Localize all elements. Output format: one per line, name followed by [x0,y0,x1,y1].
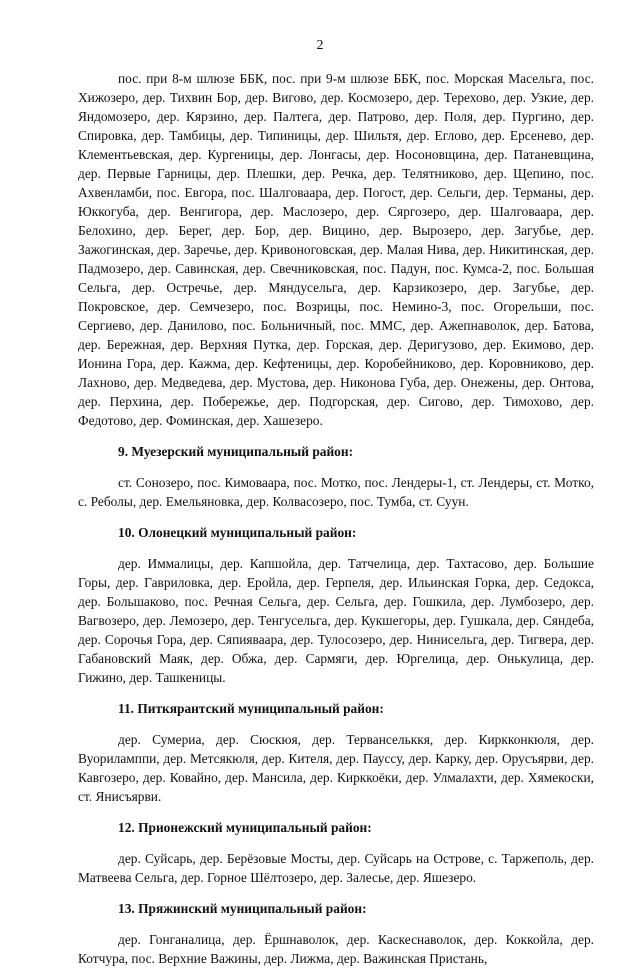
paragraph-pitkyarantsky-settlements: дер. Сумериа, дер. Сюскюя, дер. Тервансельккя, дер. Киркконкюля, дер. Вуориламппи, дер. Метсякюля, дер. Кителя, дер. Пауссу, дер. Карку, дер. Орусъярви, дер. Кавгозеро, дер. Ковайно, дер. Мансила, дер. Кирккоёки, дер. Улмалахти, дер. Хямекоски, ст. Янисъярви. [78,732,594,804]
heading-prionezhsky-district: 12. Прионежский муниципальный район: [118,820,372,835]
paragraph-olonetsky-settlements: дер. Иммалицы, дер. Капшойла, дер. Татчелица, дер. Тахтасово, дер. Большие Горы, дер. Гавриловка, дер. Еройла, дер. Герпеля, дер. Ильинская Горка, дер. Седокса, дер. Большаково, пос. Речная Сельга, дер. Сельга, дер. Гошкила, дер. Лумбозеро, дер. Вагвозеро, дер. Лемозеро, дер. Тенгусельга, дер. Кукшегоры, дер. Гушкала, дер. Сяндеба, дер. Сорочья Гора, дер. Сяпияваара, дер. Тулосозеро, дер. Нинисельга, дер. Тигвера, дер. Габановский Маяк, дер. Обжа, дер. Сармяги, дер. Юргелица, дер. Онькулица, дер. Гижино, дер. Ташкеницы. [78,556,594,685]
paragraph-prionezhsky-settlements: дер. Суйсарь, дер. Берёзовые Мосты, дер. Суйсарь на Острове, с. Таржеполь, дер. Матвеева Сельга, дер. Горное Шёлтозеро, дер. Залесье, дер. Яшезеро. [78,851,594,885]
page-number: 2 [316,38,324,53]
paragraph-muezersky-settlements: ст. Сонозеро, пос. Кимоваара, пос. Мотко, пос. Лендеры-1, ст. Лендеры, ст. Мотко, с. Реболы, дер. Емельяновка, дер. Колвасозеро, пос. Тумба, ст. Суун. [78,475,594,509]
heading-muezersky-district: 9. Муезерский муниципальный район: [118,444,354,459]
heading-pryazhinsky-district: 13. Пряжинский муниципальный район: [118,901,367,916]
document-body [78,69,594,968]
paragraph-pryazhinsky-settlements: дер. Гонганалица, дер. Ёршнаволок, дер. Каскеснаволок, дер. Коккойла, дер. Котчура, пос. Верхние Важины, дер. Лижма, дер. Важинская Пристань, [78,932,594,966]
paragraph-settlements-continued: пос. при 8-м шлюзе ББК, пос. при 9-м шлюзе ББК, пос. Морская Масельга, пос. Хижозеро, дер. Тихвин Бор, дер. Вигово, дер. Космозеро, дер. Терехово, дер. Узкие, дер. Яндомозеро, дер. Кярзино, дер. Палтега, дер. Патрово, дер. Поля, дер. Пургино, дер. Спировка, дер. Тамбицы, дер. Типиницы, дер. Шильтя, дер. Еглово, дер. Ерсенево, дер. Клементьевская, дер. Кургеницы, дер. Лонгасы, дер. Носоновщина, дер. Патаневщина, дер. Первые Гарницы, дер. Плешки, дер. Речка, дер. Телятниково, дер. Щепино, пос. Ахвенламби, пос. Евгора, пос. Шалговаара, дер. Погост, дер. Сельги, дер. Терманы, дер. Юккогуба, дер. Венгигора, дер. Маслозеро, дер. Сяргозеро, дер. Шалговаара, дер. Белохино, дер. Берег, дер. Бор, дер. Вицино, дер. Вырозеро, дер. Загубье, дер. Зажогинская, дер. Заречье, дер. Кривоноговская, дер. Малая Нива, дер. Никитинская, дер. Падмозеро, дер. Савинская, дер. Свечниковская, пос. Падун, пос. Кумса-2, пос. Большая Сельга, дер. Остречье, дер. Мяндусельга, дер. Карзикозеро, дер. Загубье, дер. Покровское, дер. Семчезеро, пос. Возрицы, пос. Немино-3, пос. Огорельши, пос. Сергиево, дер. Данилово, пос. Больничный, пос. ММС, дер. Ажепнаволок, дер. Батова, дер. Бережная, дер. Верхняя Путка, дер. Горская, дер. Деригузово, дер. Екимово, дер. Ионина Гора, дер. Кажма, дер. Кефтеницы, дер. Коробейниково, дер. Коровниково, дер. Лахново, дер. Медведева, дер. Мустова, дер. Никонова Губа, дер. Онежены, дер. Онтова, дер. Перхина, дер. Побережье, дер. Подгорская, дер. Сигово, дер. Тимохово, дер. Федотово, дер. Фоминская, дер. Хашезеро. [78,71,594,428]
heading-olonetsky-district: 10. Олонецкий муниципальный район: [118,525,357,540]
heading-pitkyarantsky-district: 11. Питкярантский муниципальный район: [118,701,384,716]
